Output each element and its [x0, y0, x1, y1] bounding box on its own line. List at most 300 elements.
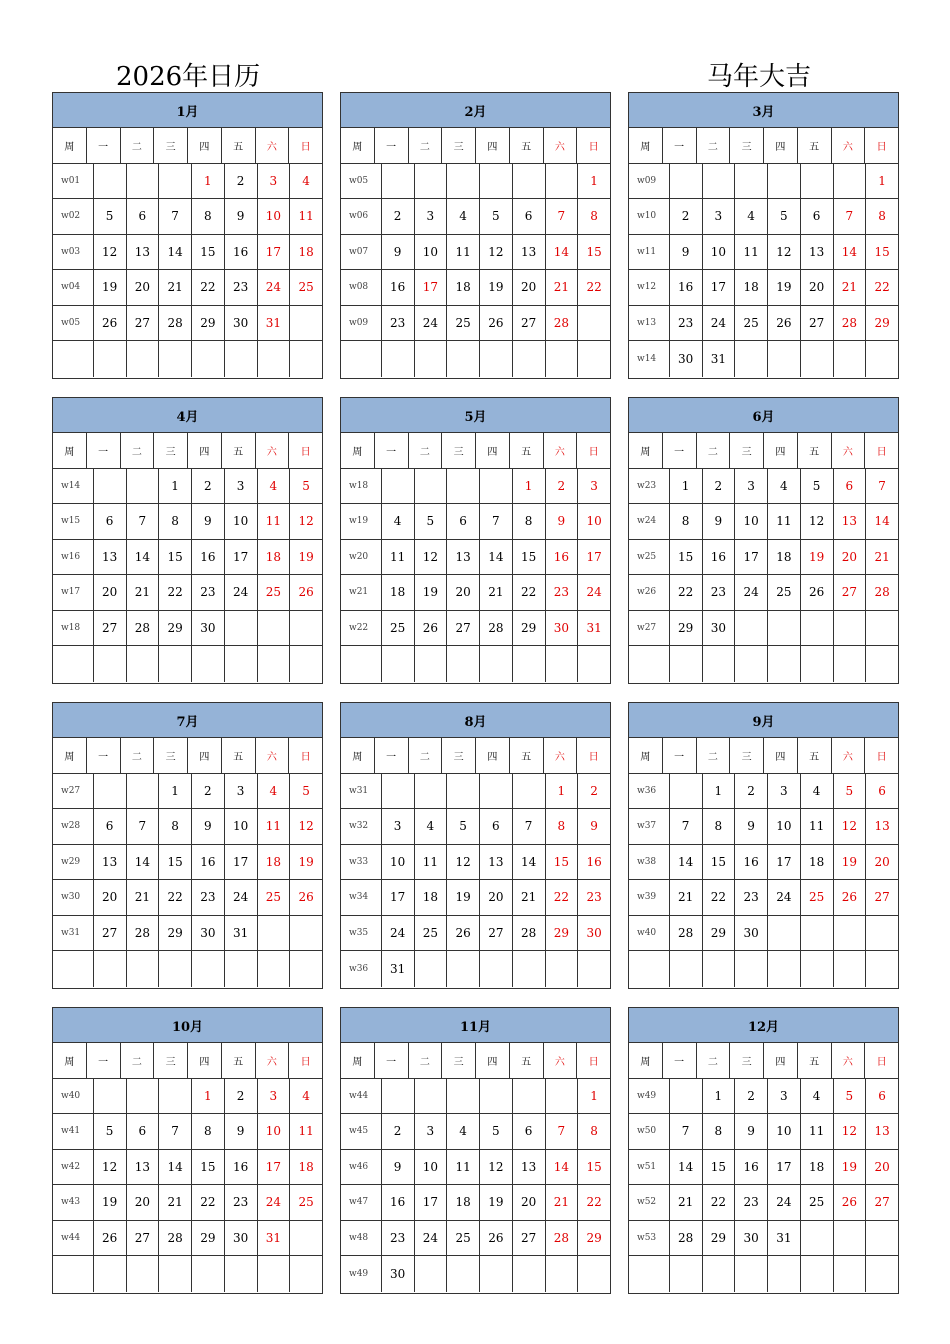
day-cell: 4	[258, 469, 291, 504]
weekday-header-row	[629, 128, 898, 164]
day-cell: 11	[447, 235, 480, 270]
day-cell: 26	[94, 306, 127, 341]
weekday-header: 周	[629, 738, 663, 773]
day-cell	[480, 341, 513, 377]
day-cell: 7	[878, 478, 886, 493]
day-cell: 28	[546, 1221, 579, 1256]
day-cell: 19	[480, 270, 513, 305]
day-cell: 23	[225, 270, 258, 305]
day-cell: 9	[192, 809, 225, 844]
day-cell: 11	[382, 540, 415, 575]
day-cell	[94, 341, 127, 377]
day-cell	[415, 951, 448, 987]
day-cell: 13	[127, 235, 160, 270]
day-cell	[801, 916, 834, 951]
week-row	[341, 1150, 610, 1186]
day-cell: 26	[298, 890, 314, 905]
month-block	[52, 1007, 323, 1294]
weekday-header: 五	[510, 433, 544, 468]
week-row	[341, 341, 610, 377]
day-cell: 26	[480, 1221, 513, 1256]
day-cell: 1	[670, 469, 703, 504]
day-cell	[546, 951, 579, 987]
week-number: w15	[53, 504, 94, 539]
day-cell: 30	[382, 1256, 415, 1292]
day-cell: 20	[834, 540, 867, 575]
day-cell: 2	[225, 1079, 258, 1114]
week-number: w50	[629, 1114, 670, 1149]
day-cell: 20	[480, 880, 513, 915]
day-cell: 27	[127, 1221, 160, 1256]
calendar-title: 2026年日历	[116, 62, 261, 92]
day-cell: 3	[225, 774, 258, 809]
day-cell	[866, 341, 898, 377]
week-row	[53, 1256, 322, 1292]
day-cell: 10	[415, 235, 448, 270]
day-cell: 4	[768, 469, 801, 504]
weekday-header: 四	[476, 1043, 510, 1078]
day-cell: 7	[670, 1114, 703, 1149]
day-cell	[546, 1256, 579, 1292]
day-cell	[834, 1256, 867, 1292]
day-cell	[546, 646, 579, 682]
week-row	[629, 306, 898, 342]
week-row	[53, 845, 322, 881]
day-cell: 19	[415, 575, 448, 610]
day-cell: 14	[546, 1150, 579, 1185]
day-cell: 31	[258, 1221, 291, 1256]
day-cell: 6	[878, 1088, 886, 1103]
day-cell: 16	[735, 1150, 768, 1185]
weekday-header: 四	[764, 433, 798, 468]
weekday-header-row	[53, 128, 322, 164]
weekday-header: 一	[663, 738, 697, 773]
day-cell	[159, 1079, 192, 1114]
day-cell	[513, 646, 546, 682]
day-cell: 13	[127, 1150, 160, 1185]
week-row	[53, 164, 322, 200]
weekday-header-row	[53, 738, 322, 774]
day-cell	[480, 164, 513, 199]
day-cell: 7	[127, 809, 160, 844]
day-cell: 17	[258, 235, 291, 270]
day-cell: 31	[258, 306, 291, 341]
weekday-header: 五	[222, 128, 256, 163]
week-number: w52	[629, 1185, 670, 1220]
day-cell	[735, 611, 768, 646]
day-cell: 9	[225, 1114, 258, 1149]
day-cell: 13	[513, 235, 546, 270]
day-cell: 12	[94, 1150, 127, 1185]
day-cell: 23	[703, 575, 736, 610]
day-cell	[703, 1256, 736, 1292]
day-cell: 12	[480, 1150, 513, 1185]
day-cell: 28	[159, 306, 192, 341]
day-cell: 2	[670, 199, 703, 234]
day-cell	[415, 164, 448, 199]
day-cell: 21	[127, 575, 160, 610]
day-cell: 5	[94, 1114, 127, 1149]
weekday-header: 二	[409, 1043, 443, 1078]
week-row	[53, 1221, 322, 1257]
day-cell	[834, 916, 867, 951]
day-cell	[159, 1256, 192, 1292]
day-cell: 25	[298, 280, 314, 295]
day-cell	[447, 164, 480, 199]
day-cell: 27	[94, 916, 127, 951]
week-number: w43	[53, 1185, 94, 1220]
day-cell	[480, 774, 513, 809]
day-cell: 19	[447, 880, 480, 915]
day-cell: 15	[159, 540, 192, 575]
week-number	[53, 646, 94, 682]
week-number	[341, 646, 382, 682]
day-cell: 2	[703, 469, 736, 504]
week-number: w42	[53, 1150, 94, 1185]
day-cell: 20	[513, 270, 546, 305]
month-title: 4月	[53, 398, 322, 433]
day-cell: 20	[127, 1185, 160, 1220]
day-cell: 15	[192, 235, 225, 270]
week-row	[629, 235, 898, 271]
weekday-header: 周	[53, 433, 87, 468]
day-cell: 1	[590, 173, 598, 188]
day-cell: 4	[415, 809, 448, 844]
day-cell	[94, 951, 127, 987]
week-number: w51	[629, 1150, 670, 1185]
day-cell	[834, 646, 867, 682]
day-cell: 20	[94, 880, 127, 915]
day-cell: 15	[159, 845, 192, 880]
day-cell: 1	[513, 469, 546, 504]
weekday-header: 日	[300, 141, 311, 153]
day-cell: 20	[447, 575, 480, 610]
week-row	[341, 306, 610, 342]
day-cell: 12	[415, 540, 448, 575]
week-row	[341, 1185, 610, 1221]
weekday-header: 四	[476, 738, 510, 773]
day-cell: 18	[298, 1159, 314, 1174]
day-cell: 11	[258, 809, 291, 844]
day-cell: 23	[382, 306, 415, 341]
day-cell: 9	[735, 809, 768, 844]
day-cell: 27	[480, 916, 513, 951]
day-cell: 28	[670, 916, 703, 951]
day-cell: 11	[415, 845, 448, 880]
day-cell: 10	[735, 504, 768, 539]
weekday-header: 六	[544, 1043, 578, 1078]
day-cell	[127, 1256, 160, 1292]
day-cell: 28	[127, 916, 160, 951]
weekday-header: 五	[798, 128, 832, 163]
day-cell: 27	[94, 611, 127, 646]
day-cell: 25	[382, 611, 415, 646]
week-number: w20	[341, 540, 382, 575]
day-cell: 22	[874, 280, 890, 295]
day-cell	[866, 916, 898, 951]
months-grid	[52, 92, 900, 1296]
day-cell: 3	[258, 164, 291, 199]
day-cell: 4	[258, 774, 291, 809]
week-number	[53, 951, 94, 987]
week-number: w48	[341, 1221, 382, 1256]
day-cell: 20	[801, 270, 834, 305]
month-block	[340, 397, 611, 684]
week-row	[629, 164, 898, 200]
weekday-header: 一	[663, 433, 697, 468]
day-cell: 10	[258, 199, 291, 234]
week-row	[629, 916, 898, 952]
week-number: w14	[53, 469, 94, 504]
day-cell	[801, 164, 834, 199]
weekday-header: 六	[832, 128, 866, 163]
weekday-header: 二	[409, 738, 443, 773]
day-cell: 5	[302, 783, 310, 798]
week-number: w09	[341, 306, 382, 341]
day-cell: 7	[546, 1114, 579, 1149]
day-cell: 8	[590, 209, 598, 224]
day-cell: 2	[382, 199, 415, 234]
week-number: w40	[629, 916, 670, 951]
day-cell: 7	[159, 199, 192, 234]
day-cell	[480, 646, 513, 682]
day-cell	[546, 1079, 579, 1114]
day-cell: 6	[834, 469, 867, 504]
weekday-header: 三	[442, 433, 476, 468]
day-cell	[159, 646, 192, 682]
weekday-header: 四	[764, 128, 798, 163]
day-cell	[290, 646, 322, 682]
month-title: 11月	[341, 1008, 610, 1043]
day-cell	[768, 1256, 801, 1292]
day-cell: 30	[546, 611, 579, 646]
day-cell	[415, 469, 448, 504]
weekday-header-row	[53, 433, 322, 469]
weekday-header: 六	[256, 128, 290, 163]
week-row	[629, 1185, 898, 1221]
week-row	[629, 774, 898, 810]
weekday-header: 二	[409, 433, 443, 468]
day-cell: 30	[735, 916, 768, 951]
day-cell: 8	[546, 809, 579, 844]
day-cell: 30	[703, 611, 736, 646]
week-number: w13	[629, 306, 670, 341]
day-cell: 7	[159, 1114, 192, 1149]
week-number: w29	[53, 845, 94, 880]
weekday-header: 五	[510, 738, 544, 773]
day-cell: 30	[735, 1221, 768, 1256]
day-cell: 18	[447, 270, 480, 305]
day-cell	[290, 1221, 322, 1256]
day-cell: 21	[670, 1185, 703, 1220]
day-cell: 8	[590, 1124, 598, 1139]
weekday-header: 四	[476, 128, 510, 163]
day-cell: 27	[127, 306, 160, 341]
day-cell: 2	[546, 469, 579, 504]
day-cell: 7	[480, 504, 513, 539]
day-cell: 19	[298, 549, 314, 564]
weekday-header: 一	[87, 433, 121, 468]
day-cell: 2	[590, 783, 598, 798]
day-cell: 26	[447, 916, 480, 951]
day-cell: 18	[382, 575, 415, 610]
day-cell	[290, 306, 322, 341]
day-cell: 29	[159, 611, 192, 646]
day-cell: 25	[768, 575, 801, 610]
weekday-header: 一	[375, 128, 409, 163]
week-row	[53, 774, 322, 810]
week-number: w28	[53, 809, 94, 844]
day-cell: 24	[768, 880, 801, 915]
week-number: w30	[53, 880, 94, 915]
weekday-header: 五	[510, 128, 544, 163]
day-cell: 16	[546, 540, 579, 575]
day-cell: 11	[298, 209, 314, 224]
day-cell: 22	[546, 880, 579, 915]
day-cell: 23	[225, 1185, 258, 1220]
day-cell: 10	[768, 1114, 801, 1149]
day-cell: 5	[480, 1114, 513, 1149]
week-number	[629, 951, 670, 987]
day-cell: 21	[480, 575, 513, 610]
day-cell	[735, 646, 768, 682]
day-cell	[159, 341, 192, 377]
day-cell: 26	[768, 306, 801, 341]
day-cell	[834, 341, 867, 377]
week-row	[53, 916, 322, 952]
weekday-header-row	[341, 433, 610, 469]
day-cell: 15	[513, 540, 546, 575]
day-cell: 26	[801, 575, 834, 610]
week-number: w31	[341, 774, 382, 809]
week-number: w09	[629, 164, 670, 199]
day-cell	[415, 1256, 448, 1292]
day-cell: 22	[159, 880, 192, 915]
day-cell: 7	[127, 504, 160, 539]
day-cell	[513, 774, 546, 809]
day-cell	[735, 951, 768, 987]
day-cell	[159, 951, 192, 987]
day-cell	[447, 646, 480, 682]
day-cell: 25	[415, 916, 448, 951]
day-cell: 31	[768, 1221, 801, 1256]
week-number: w18	[341, 469, 382, 504]
day-cell	[866, 1221, 898, 1256]
week-number: w32	[341, 809, 382, 844]
day-cell: 23	[382, 1221, 415, 1256]
week-number: w47	[341, 1185, 382, 1220]
day-cell	[768, 646, 801, 682]
weekday-header: 四	[188, 433, 222, 468]
day-cell	[94, 1256, 127, 1292]
weekday-header-row	[629, 1043, 898, 1079]
weekday-header: 日	[588, 141, 599, 153]
week-number: w35	[341, 916, 382, 951]
day-cell: 21	[874, 549, 890, 564]
day-cell: 12	[480, 235, 513, 270]
day-cell: 13	[874, 1124, 890, 1139]
day-cell: 5	[415, 504, 448, 539]
day-cell	[192, 341, 225, 377]
week-number	[629, 646, 670, 682]
day-cell: 15	[546, 845, 579, 880]
month-title: 7月	[53, 703, 322, 738]
weekday-header: 一	[375, 738, 409, 773]
day-cell: 12	[834, 1114, 867, 1149]
week-row	[629, 341, 898, 377]
day-cell	[513, 164, 546, 199]
day-cell: 23	[192, 575, 225, 610]
day-cell: 9	[192, 504, 225, 539]
day-cell	[127, 164, 160, 199]
day-cell: 14	[159, 1150, 192, 1185]
day-cell: 8	[192, 1114, 225, 1149]
weekday-header: 周	[341, 433, 375, 468]
day-cell: 15	[192, 1150, 225, 1185]
week-number: w37	[629, 809, 670, 844]
day-cell: 1	[703, 1079, 736, 1114]
day-cell	[513, 1079, 546, 1114]
weekday-header: 周	[53, 738, 87, 773]
week-row	[629, 199, 898, 235]
day-cell: 27	[874, 1195, 890, 1210]
day-cell	[94, 774, 127, 809]
day-cell: 23	[192, 880, 225, 915]
day-cell: 5	[768, 199, 801, 234]
week-row	[629, 1256, 898, 1292]
day-cell: 11	[768, 504, 801, 539]
month-title: 2月	[341, 93, 610, 128]
day-cell	[159, 164, 192, 199]
day-cell	[866, 951, 898, 987]
day-cell: 19	[480, 1185, 513, 1220]
day-cell: 15	[703, 1150, 736, 1185]
month-block	[628, 702, 899, 989]
week-number: w26	[629, 575, 670, 610]
week-number: w40	[53, 1079, 94, 1114]
day-cell: 27	[874, 890, 890, 905]
week-number: w49	[341, 1256, 382, 1292]
day-cell: 22	[159, 575, 192, 610]
day-cell: 12	[447, 845, 480, 880]
day-cell	[866, 1256, 898, 1292]
day-cell: 16	[225, 1150, 258, 1185]
week-row	[53, 646, 322, 682]
day-cell	[670, 774, 703, 809]
day-cell: 15	[670, 540, 703, 575]
weekday-header: 周	[53, 128, 87, 163]
day-cell: 21	[127, 880, 160, 915]
day-cell: 27	[801, 306, 834, 341]
weekday-header: 六	[544, 128, 578, 163]
week-row	[629, 469, 898, 505]
weekday-header: 五	[222, 738, 256, 773]
month-title: 9月	[629, 703, 898, 738]
weekday-header: 二	[121, 433, 155, 468]
day-cell: 17	[703, 270, 736, 305]
day-cell: 25	[801, 880, 834, 915]
weekday-header: 二	[697, 433, 731, 468]
day-cell	[670, 1079, 703, 1114]
day-cell	[513, 951, 546, 987]
day-cell: 17	[768, 845, 801, 880]
day-cell: 31	[586, 620, 602, 635]
day-cell	[127, 951, 160, 987]
week-row	[341, 845, 610, 881]
day-cell: 18	[801, 845, 834, 880]
day-cell: 12	[298, 819, 314, 834]
week-row	[53, 575, 322, 611]
